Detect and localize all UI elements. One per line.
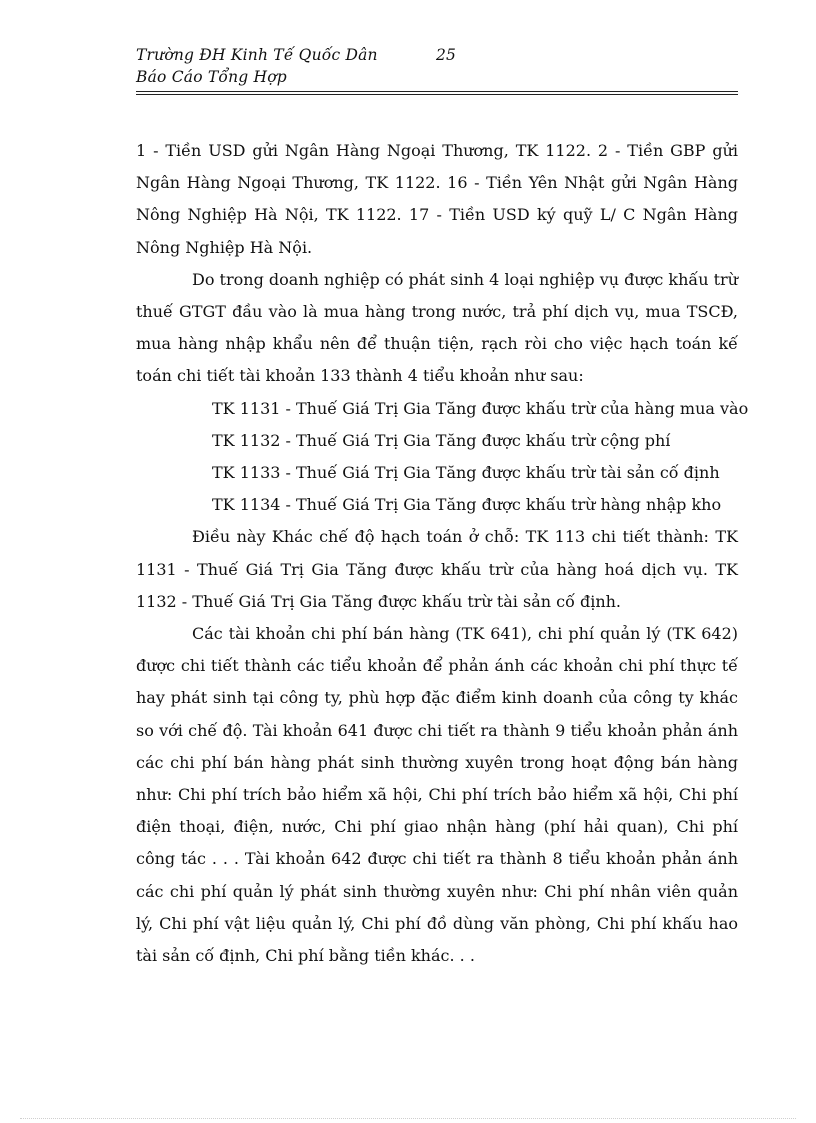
header-school-name: Trường ĐH Kinh Tế Quốc Dân — [136, 46, 378, 64]
paragraph-accounts: 1 - Tiền USD gửi Ngân Hàng Ngoại Thương, TK 1122. 2 - Tiền GBP gửi Ngân Hàng Ngoại Thương, TK 1122. 16 - Tiền Yên Nhật gửi Ngân Hàng Nông Nghiệp Hà Nội, TK 1122. 17 - Tiền USD ký quỹ L/ C Ngân Hàng Nông Nghiệp Hà Nội. — [136, 141, 738, 257]
header-rule-bottom — [136, 94, 738, 95]
header-first-line — [136, 44, 738, 66]
page-number: 25 — [436, 46, 457, 64]
page-bottom-border — [20, 1118, 796, 1119]
subaccount-item: TK 1134 - Thuế Giá Trị Gia Tăng được khấu trừ hàng nhập kho — [212, 495, 722, 515]
paragraph-difference: Điều này Khác chế độ hạch toán ở chỗ: TK 113 chi tiết thành: TK 1131 - Thuế Giá Trị Gia Tăng được khấu trừ của hàng hoá dịch vụ. TK 1132 - Thuế Giá Trị Gia Tăng được khấu trừ tài sản cố định. — [136, 527, 738, 611]
header-rule-top — [136, 91, 738, 92]
paragraph-vat-intro: Do trong doanh nghiệp có phát sinh 4 loại nghiệp vụ được khấu trừ thuế GTGT đầu vào là mua hàng trong nước, trả phí dịch vụ, mua TSCĐ, mua hàng nhập khẩu nên để thuận tiện, rạch ròi cho việc hạch toán kế toán chi tiết tài khoản 133 thành 4 tiểu khoản như sau: — [136, 269, 738, 386]
paragraph-expenses: Các tài khoản chi phí bán hàng (TK 641), chi phí quản lý (TK 642) được chi tiết thành các tiểu khoản để phản ánh các khoản chi phí thực tế hay phát sinh tại công ty, phù hợp đặc điểm kinh doanh của công ty khác so với chế độ. Tài khoản 641 được chi tiết ra thành 9 tiểu khoản phản ánh các chi phí bán hàng phát sinh thường xuyên trong hoạt động bán hàng như: Chi phí trích bảo hiểm xã hội, Chi phí trích bảo hiểm xã hội, Chi phí điện thoại, điện, nước, Chi phí giao nhận hàng (phí hải quan), Chi phí công tác . . . Tài khoản 642 được chi tiết ra thành 8 tiểu khoản phản ánh các chi phí quản lý phát sinh thường xuyên như: Chi phí nhân viên quản lý, Chi phí vật liệu quản lý, Chi phí đồ dùng văn phòng, Chi phí khấu hao tài sản cố định, Chi phí bằng tiền khác. . . — [136, 624, 738, 966]
subaccount-item: TK 1131 - Thuế Giá Trị Gia Tăng được khấu trừ của hàng mua vào — [212, 398, 749, 418]
subaccount-item: TK 1133 - Thuế Giá Trị Gia Tăng được khấu trừ tài sản cố định — [212, 463, 720, 483]
subaccount-item: TK 1132 - Thuế Giá Trị Gia Tăng được khấu trừ cộng phí — [212, 430, 671, 450]
page-header — [136, 44, 738, 88]
header-report-title: Báo Cáo Tổng Hợp — [136, 68, 287, 86]
document-body — [136, 135, 749, 972]
